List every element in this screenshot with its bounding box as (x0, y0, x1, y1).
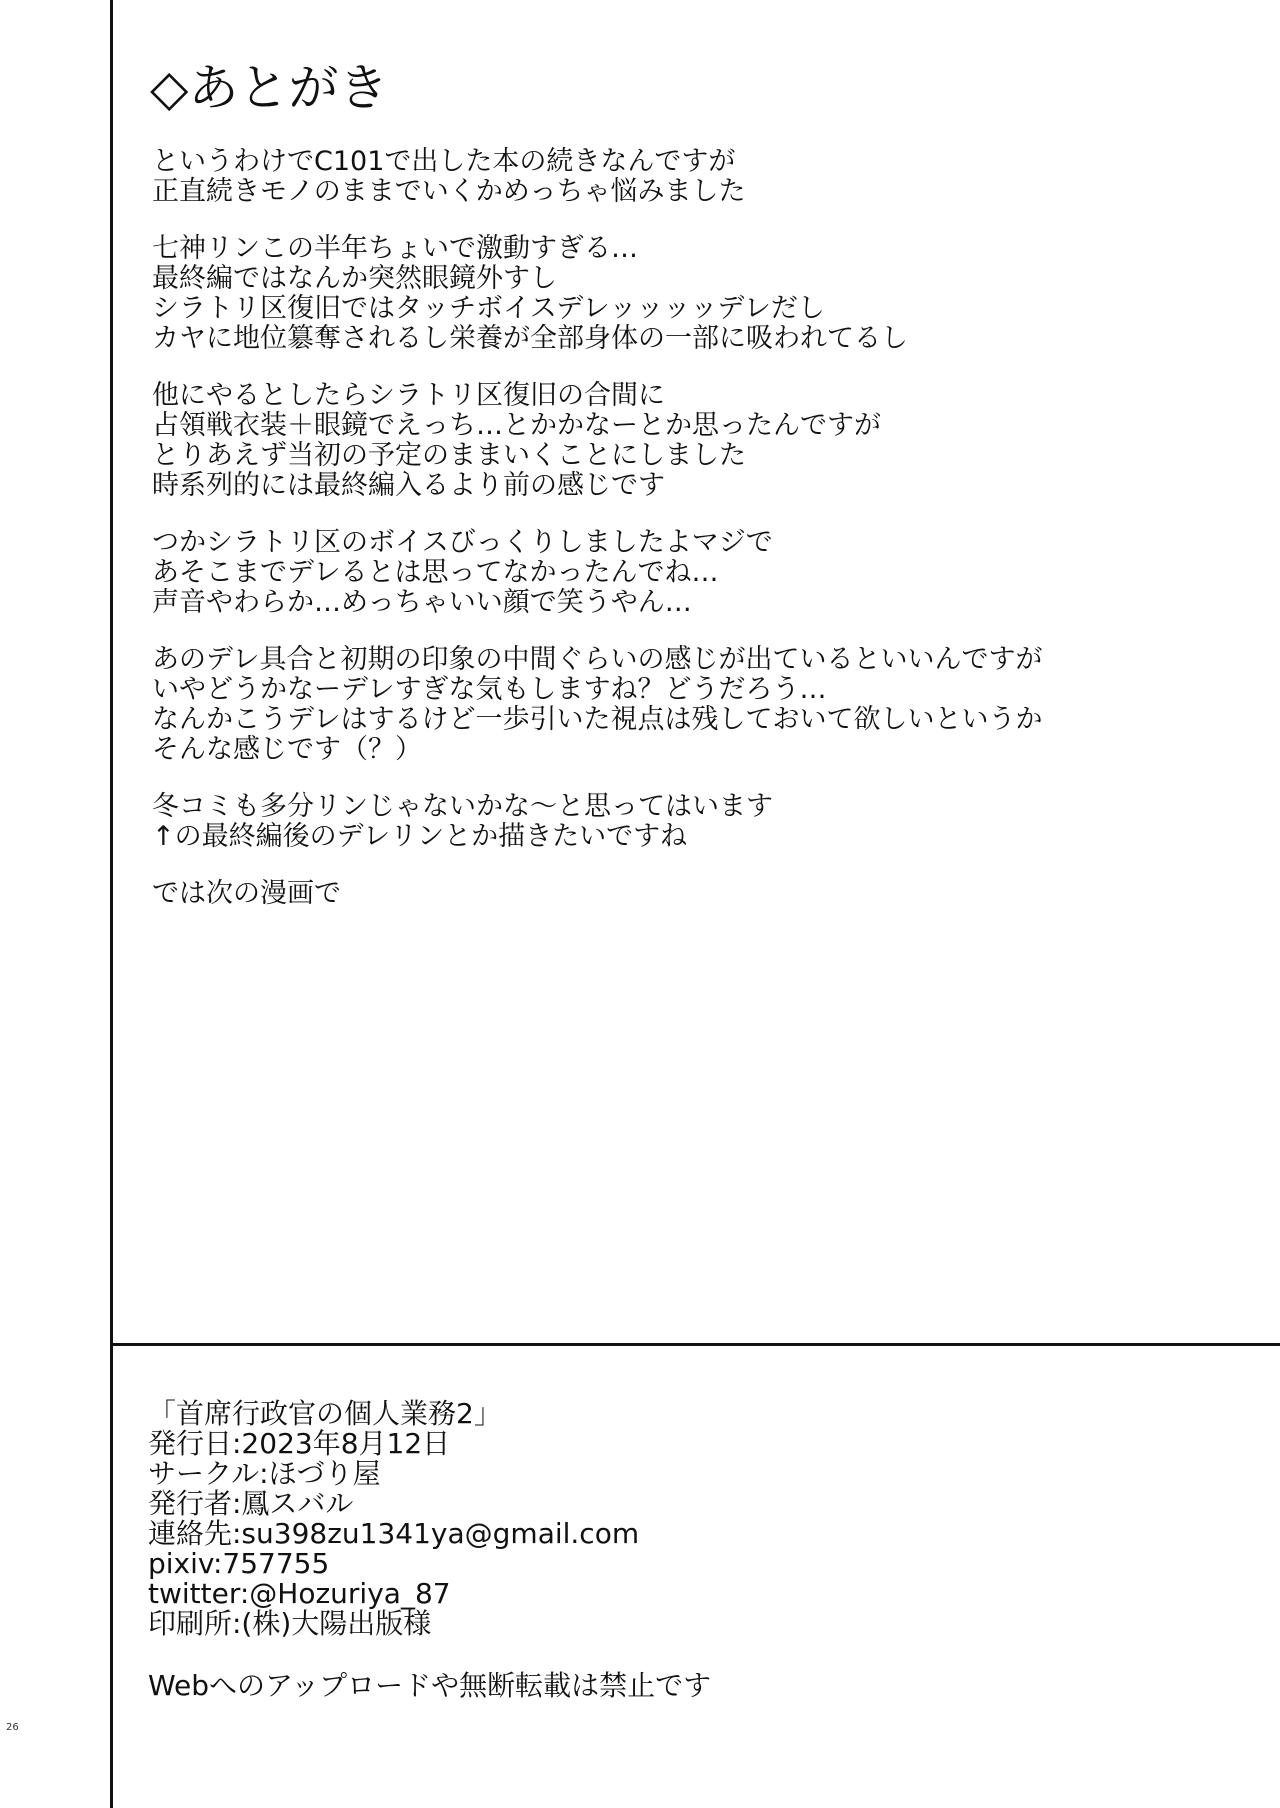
colophon-twitter: twitter:@Hozuriya_87 (148, 1577, 451, 1610)
reupload-notice: Webへのアップロードや無断転載は禁止です (148, 1669, 712, 1702)
afterword-line: というわけでC101で出した本の続きなんですが (152, 146, 736, 177)
afterword-line: カヤに地位簒奪されるし栄養が全部身体の一部に吸われてるし (152, 323, 908, 354)
afterword-paragraph (152, 879, 1252, 909)
afterword-line: なんかこうデレはするけど一歩引いた視点は残しておいて欲しいというか (152, 704, 1043, 735)
afterword-line: あのデレ具合と初期の印象の中間ぐらいの感じが出ているといいんですが (152, 644, 1043, 675)
afterword-line: シラトリ区復旧ではタッチボイスデレッッッッデレだし (152, 293, 825, 324)
colophon-circle: サークル:ほづり屋 (148, 1457, 381, 1490)
afterword-line: 最終編ではなんか突然眼鏡外すし (152, 263, 557, 294)
afterword-paragraph (152, 645, 1252, 765)
afterword-line: そんな感じです（？） (152, 734, 422, 765)
colophon-publisher: 発行者:鳳スバル (148, 1487, 354, 1520)
colophon (148, 1399, 1248, 1639)
left-border-line (110, 0, 113, 1808)
afterword-line: とりあえず当初の予定のままいくことにしました (152, 440, 746, 471)
afterword-line: あそこまでデレるとは思ってなかったんでね… (152, 557, 719, 588)
colophon-printer: 印刷所:(株)大陽出版様 (148, 1607, 432, 1640)
colophon-pixiv: pixiv:757755 (148, 1547, 330, 1580)
colophon-divider (110, 1343, 1280, 1346)
afterword-paragraph (152, 147, 1252, 207)
afterword-paragraph (152, 528, 1252, 618)
afterword-paragraph (152, 381, 1252, 501)
afterword-line: ↑の最終編後のデレリンとか描きたいですね (152, 821, 688, 852)
colophon-contact: 連絡先:su398zu1341ya@gmail.com (148, 1517, 640, 1550)
afterword-line: では次の漫画で (152, 878, 341, 909)
page-title: ◇あとがき (150, 59, 389, 117)
afterword-line: 時系列的には最終編入るより前の感じです (152, 470, 665, 501)
colophon-date: 発行日:2023年8月12日 (148, 1427, 451, 1460)
colophon-title: 「首席行政官の個人業務2」 (148, 1397, 502, 1430)
page-number: 26 (6, 1722, 19, 1733)
afterword-line: 声音やわらか…めっちゃいい顔で笑うやん… (152, 587, 692, 618)
afterword-paragraph (152, 792, 1252, 852)
afterword-paragraph (152, 234, 1252, 354)
afterword-line: 正直続きモノのままでいくかめっちゃ悩みました (152, 176, 746, 207)
afterword-body (152, 147, 1252, 936)
afterword-line: 七神リンこの半年ちょいで激動すぎる… (152, 233, 638, 264)
afterword-line: 冬コミも多分リンじゃないかな～と思ってはいます (152, 791, 773, 822)
afterword-line: つかシラトリ区のボイスびっくりしましたよマジで (152, 527, 773, 558)
afterword-line: 他にやるとしたらシラトリ区復旧の合間に (152, 380, 665, 411)
afterword-line: いやどうかなーデレすぎな気もしますね？どうだろう… (152, 674, 827, 705)
afterword-line: 占領戦衣装＋眼鏡でえっち…とかかなーとか思ったんですが (152, 410, 881, 441)
